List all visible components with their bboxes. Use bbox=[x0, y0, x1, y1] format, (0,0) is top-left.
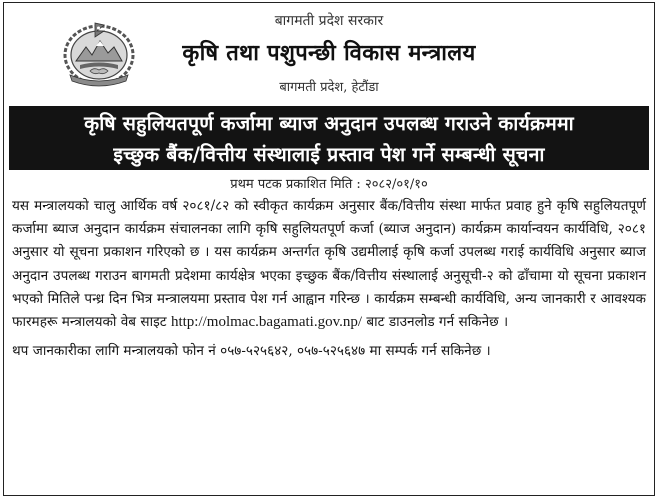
ministry-name: कृषि तथा पशुपन्छी विकास मन्त्रालय bbox=[182, 40, 476, 66]
body-paragraph-1 bbox=[12, 195, 646, 334]
notice-body bbox=[12, 195, 646, 363]
notice-title-line-1: कृषि सहुलियतपूर्ण कर्जामा ब्याज अनुदान उपलब्ध गराउने कार्यक्रममा bbox=[84, 112, 574, 135]
notice-title-band bbox=[9, 106, 649, 170]
body-paragraph-1-end: बाट डाउनलोड गर्न सकिनेछ । bbox=[366, 314, 509, 331]
publication-date: प्रथम पटक प्रकाशित मिति : २०८२/०१/१० bbox=[230, 177, 428, 192]
body-paragraph-1-text: यस मन्त्रालयको चालु आर्थिक वर्ष २०८१/८२ को स्वीकृत कार्यक्रम अनुसार बैंक/वित्तीय संस्था मार्फत प्रवाह हुने कृषि सहुलियतपूर्ण कर्जामा ब्याज अनुदान कार्यक्रम संचालनका लागि कृषि सहुलियतपूर्ण कर्जा (ब्याज अनुदान) कार्यक्रम कार्यान्वयन कार्यविधि, २०८१ अनुसार यो सूचना प्रकाशन गरिएको छ । यस कार्यक्रम अन्तर्गत कृषि उद्यमीलाई कृषि कर्जा उपलब्ध गराई कार्यविधि अनुसार ब्याज अनुदान उपलब्ध गराउन बागमती प्रदेशमा कार्यक्षेत्र भएका इच्छुक बैंक/वित्तीय संस्थालाई अनुसूची-२ को ढाँचामा यो सूचना प्रकाशन भएको मितिले पन्ध्र दिन भित्र मन्त्रालयमा प्रस्ताव पेश गर्न आह्वान गरिन्छ । कार्यक्रम सम्बन्धी कार्यविधि, अन्य जानकारी र आवश्यक फारमहरू मन्त्रालयको वेब साइट bbox=[12, 198, 646, 331]
website-link[interactable]: http://molmac.bagamati.gov.np/ bbox=[170, 314, 363, 331]
body-paragraph-2: थप जानकारीका लागि मन्त्रालयको फोन नं ०५७-५२५६४२, ०५७-५२५६४७ मा सम्पर्क गर्न सकिनेछ । bbox=[12, 343, 491, 360]
notice-header bbox=[4, 3, 654, 103]
notice-frame bbox=[3, 2, 655, 496]
ministry-location: बागमती प्रदेश, हेटौंडा bbox=[279, 80, 379, 95]
notice-title-line-2: इच्छुक बैंक/वित्तीय संस्थालाई प्रस्ताव पेश गर्ने सम्बन्धी सूचना bbox=[113, 143, 545, 166]
government-label: बागमती प्रदेश सरकार bbox=[274, 13, 384, 29]
